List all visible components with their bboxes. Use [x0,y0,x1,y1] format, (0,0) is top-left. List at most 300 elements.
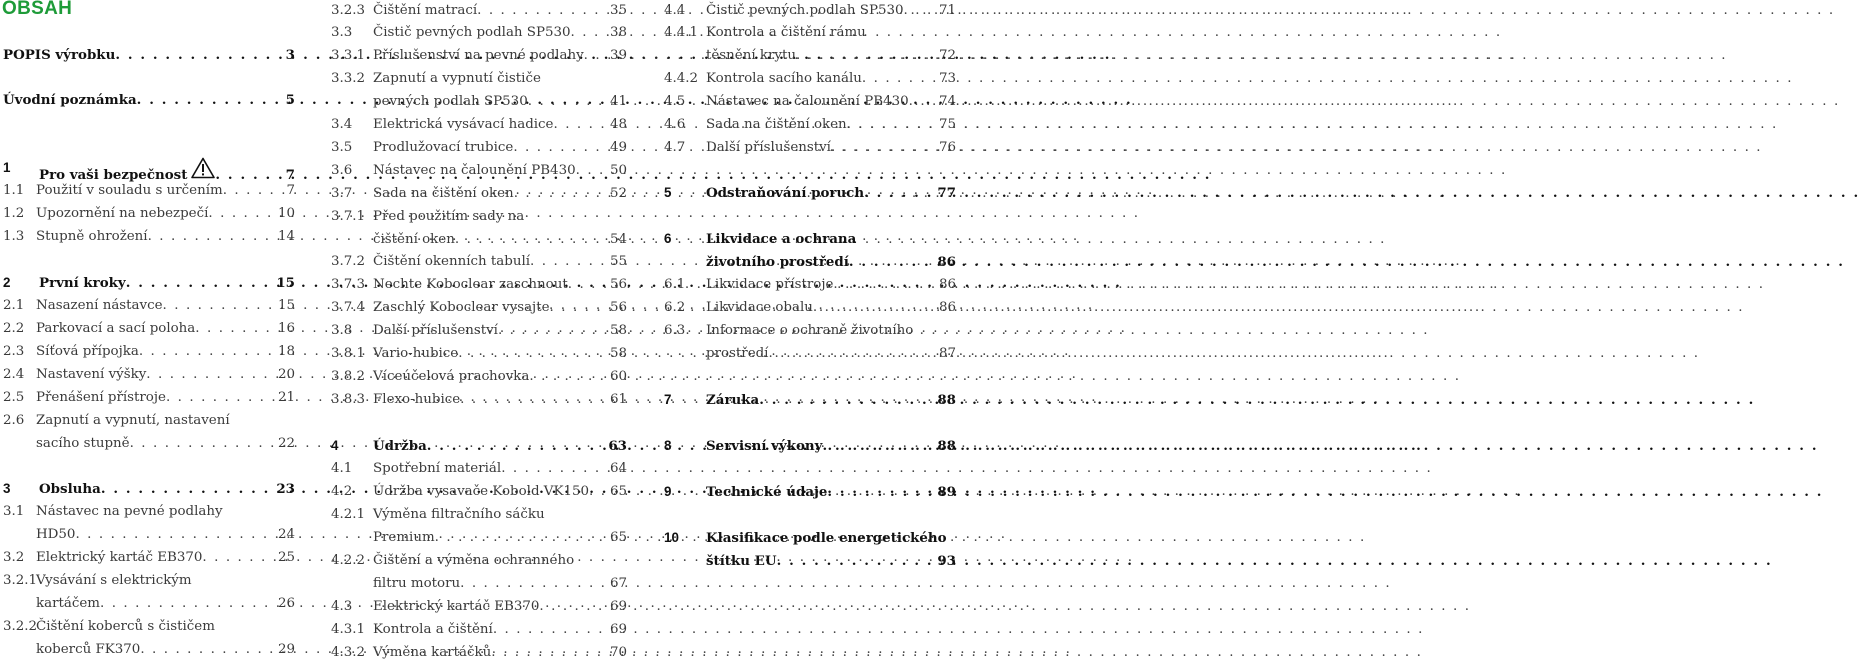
toc-entry[interactable] [331,366,627,388]
toc-entry[interactable] [331,206,627,251]
toc-entry-number: 4.6 [664,117,686,132]
toc-entry[interactable] [664,0,956,22]
toc-entry-line [3,318,295,340]
toc-entry-title: Prodlužovací trubice [373,140,514,155]
toc-entry-line [3,478,295,500]
toc-entry-page: 7 [286,183,295,198]
toc-entry-line [664,182,956,204]
leader-dots [458,343,609,365]
toc-entry[interactable] [3,478,295,500]
toc-entry-number: 2.6 [3,413,25,428]
toc-entry-page: 49 [609,140,627,155]
toc-entry-number: 2.3 [3,344,25,359]
toc-entry-page: 74 [938,94,956,109]
toc-entry-title: POPIS výrobku [3,47,116,63]
toc-entry[interactable] [664,320,956,365]
toc-entry-title: Nástavec na čalounění PB430 [373,163,576,178]
toc-entry-number: 3.3.1 [331,48,366,63]
toc-entry-title: Zapnutí a vypnutí čističe [373,71,541,86]
toc-entry-number: 3.5 [331,140,353,155]
toc-entry-line [331,596,627,618]
toc-entry[interactable] [664,22,956,67]
toc-entry[interactable] [3,570,295,615]
toc-entry-page: 55 [609,254,627,269]
toc-entry[interactable] [331,389,627,411]
toc-entry-page: 88 [937,392,956,408]
leader-dots [501,458,609,480]
toc-entry-title: Sada na čištění oken [706,117,847,132]
leader-dots [202,547,277,569]
toc-entry-page: 56 [609,300,627,315]
toc-entry[interactable] [331,68,627,113]
toc-entry[interactable] [3,89,295,111]
toc-entry[interactable] [331,297,627,319]
toc-entry-number: 6.3 [664,323,686,338]
toc-entry[interactable] [3,318,295,340]
toc-entry-page: 24 [277,527,295,542]
toc-entry-title: štítku EU [706,553,777,569]
toc-entry-page: 88 [937,438,956,454]
toc-entry-number: 6.1 [664,277,686,292]
toc-entry-line [3,341,295,363]
toc-entry-title: Nástavec na čalounění PB430 [706,94,909,109]
toc-entry-title: sacího stupně [36,436,130,451]
toc-entry[interactable] [331,435,627,457]
toc-entry-page: 29 [277,642,295,657]
leader-dots [100,593,277,615]
leader-dots [148,226,277,248]
leader-dots [847,114,938,136]
toc-entry-number: 1 [3,160,11,175]
leader-dots [166,387,277,409]
toc-entry-line [664,343,956,365]
leader-dots [777,550,937,572]
leader-dots [195,318,277,340]
toc-entry-page: 58 [609,323,627,338]
toc-entry-page: 16 [277,321,295,336]
toc-entry-line [331,183,627,205]
toc-entry-page: 5 [285,92,295,108]
toc-entry-number: 3.1 [3,504,25,519]
leader-dots [831,137,938,159]
toc-entry-line [3,226,295,248]
toc-entry-number: 3.7.3 [331,277,366,292]
leader-dots [514,183,609,205]
warning-icon [191,157,215,179]
toc-entry-line [664,297,956,319]
toc-entry-title: Před použitím sady na [373,209,525,224]
leader-dots [849,251,937,273]
leader-dots [768,343,937,365]
toc-entry-line [664,228,956,250]
toc-entry-title: životního prostředí [706,254,849,270]
toc-entry-page: 65 [609,484,627,499]
toc-entry-title: prostředí [706,346,769,361]
toc-entry-title: Klasifikace podle energetického [706,530,947,546]
toc-entry-page: 7 [285,167,295,183]
toc-entry-page: 72 [938,48,956,63]
toc-entry-line [3,570,295,592]
toc-entry-page: 86 [938,277,956,292]
toc-entry-page: 20 [277,367,295,382]
toc-entry[interactable] [331,596,627,618]
toc-entry-line [331,160,627,182]
toc-entry[interactable] [331,550,627,595]
toc-entry-title: Nechte Koboclear zaschnout [373,277,568,292]
toc-entry-line [664,91,956,113]
toc-entry[interactable] [664,389,956,411]
toc-entry-title: Sada na čištění oken [373,186,514,201]
leader-dots [126,272,276,294]
toc-entry[interactable] [3,616,295,661]
leader-dots [813,297,938,319]
toc-entry-title: Použití v souladu s určením [36,183,223,198]
leader-dots [571,22,609,44]
toc-entry[interactable] [664,435,956,457]
leader-dots [115,44,284,66]
toc-entry[interactable] [331,274,627,296]
toc-entry-title: Kontrola sacího kanálu [706,71,862,86]
toc-entry-page: 15 [277,298,295,313]
toc-entry-page: 58 [609,346,627,361]
toc-entry-title: Technické údaje [706,484,828,500]
toc-entry-title: Nástavec na pevné podlahy [36,504,223,519]
toc-entry-number: 1.1 [3,183,25,198]
toc-entry-page: 73 [938,71,956,86]
leader-dots [822,435,936,457]
toc-entry-line [3,272,295,294]
toc-entry-number: 3.7.1 [331,209,366,224]
toc-entry-number: 3.8.3 [331,392,366,407]
toc-entry-page: 75 [938,117,956,132]
leader-dots [909,91,938,113]
toc-entry-line [331,114,627,136]
toc-entry-title: Kontrola a čištění rámu [706,25,866,40]
toc-entry-line [664,435,956,457]
toc-entry-line [331,343,627,365]
toc-entry-number: 2.4 [3,367,25,382]
toc-entry-page: 69 [609,622,627,637]
toc-entry[interactable] [3,410,295,455]
toc-entry-number: 4.2 [331,484,353,499]
toc-entry[interactable] [664,274,956,296]
toc-entry-line [331,366,627,388]
toc-entry[interactable] [664,481,956,503]
toc-entry[interactable] [3,180,295,202]
toc-entry-number: 3.6 [331,163,353,178]
toc-entry[interactable] [3,226,295,248]
toc-entry-line [3,89,295,111]
toc-entry-line [3,593,295,615]
toc-entry-page: 14 [277,229,295,244]
leader-dots [576,160,609,182]
toc-entry-page: 67 [609,576,627,591]
toc-entry-title: Síťová přípojka [36,344,139,359]
toc-entry-line [331,504,627,526]
toc-entry-page: 23 [276,481,295,497]
leader-dots [491,642,609,664]
toc-entry-line [331,481,627,503]
toc-entry-line [3,44,295,66]
toc-entry-line [664,45,956,67]
toc-entry-title: Čištění koberců s čističem [36,619,215,634]
toc-entry[interactable] [3,387,295,409]
toc-entry-title: Úvodní poznámka [3,92,137,108]
toc-entry[interactable] [664,91,956,113]
toc-entry-page: 3 [285,47,295,63]
toc-entry-page: 61 [609,392,627,407]
toc-entry[interactable] [664,228,956,273]
toc-entry-title: Parkovací a sací poloha [36,321,196,336]
toc-entry-number: 3.2.1 [3,573,38,588]
toc-entry[interactable] [331,114,627,136]
toc-entry-page: 22 [277,436,295,451]
toc-entry-line [3,616,295,638]
leader-dots [163,295,277,317]
toc-entry-line [331,458,627,480]
toc-entry[interactable] [331,45,627,67]
toc-entry[interactable] [3,44,295,66]
toc-entry-number: 3.7 [331,186,353,201]
toc-entry-number: 5 [664,185,672,200]
toc-entry-number: 3.2.3 [331,3,366,18]
toc-entry-title: Další příslušenství [706,140,831,155]
toc-entry-page: 70 [609,645,627,660]
toc-entry[interactable] [3,272,295,294]
toc-entry-line [331,573,627,595]
toc-entry-number: 2.1 [3,298,25,313]
toc-entry-page: 69 [609,599,627,614]
toc-entry-number: 6 [664,231,672,246]
toc-entry-number: 3.8.2 [331,369,366,384]
toc-entry-title: Čištění matrací [373,3,478,18]
leader-dots [477,0,609,22]
toc-entry-page: 89 [937,484,956,500]
toc-entry-line [3,639,295,661]
leader-dots [529,366,609,388]
toc-entry-line [664,274,956,296]
toc-entry-number: 4.4.2 [664,71,699,86]
toc-entry-number: 4.3.1 [331,622,366,637]
toc-entry[interactable] [331,183,627,205]
toc-entry-number: 3.4 [331,117,353,132]
toc-entry-number: 2.5 [3,390,25,405]
leader-dots [584,45,609,67]
toc-entry-title: Výměna kartáčků [373,645,492,660]
toc-entry-line [331,274,627,296]
leader-dots [223,180,286,202]
toc-entry[interactable] [3,157,295,183]
toc-entry-line [3,295,295,317]
toc-entry[interactable] [331,343,627,365]
toc-entry-title: Upozornění na nebezpečí [36,206,209,221]
toc-entry-number: 1.3 [3,229,25,244]
toc-entry-page: 39 [609,48,627,63]
toc-entry-title: Údržba [373,438,427,454]
leader-dots [904,0,938,22]
toc-entry-title: Odstraňování poruch [706,185,865,201]
toc-entry-title: Přenášení přístroje [36,390,166,405]
leader-dots [493,619,609,641]
toc-entry[interactable] [3,203,295,225]
toc-entry-number: 4.2.2 [331,553,366,568]
toc-entry-title: Likvidace přístroje [706,277,834,292]
toc-entry-line [331,527,627,549]
leader-dots [759,389,936,411]
toc-heading: OBSAH [2,0,73,19]
toc-entry-title: HD50 [36,527,76,542]
leader-dots [139,341,277,363]
toc-entry-line [331,137,627,159]
leader-dots [137,89,285,111]
toc-entry-line [664,320,956,342]
toc-entry-number: 4.4.1 [664,25,699,40]
toc-entry-title: čištění oken [373,232,455,247]
toc-entry[interactable] [331,619,627,641]
toc-entry[interactable] [664,114,956,136]
toc-entry-page: 35 [609,3,627,18]
toc-entry-title: Záruka [706,392,760,408]
toc-entry-line [331,550,627,572]
toc-entry-title: Spotřební materiál [373,461,502,476]
toc-entry-line [664,114,956,136]
toc-entry-line [331,229,627,251]
toc-entry-number: 4.7 [664,140,686,155]
leader-dots [864,182,936,204]
toc-entry-page: 64 [609,461,627,476]
toc-entry-number: 2 [3,275,11,290]
toc-entry-line [3,387,295,409]
toc-entry-title: Vario-hubice [373,346,459,361]
toc-entry-number: 4.4 [664,3,686,18]
leader-dots [460,573,609,595]
toc-entry-number: 3.3 [331,25,353,40]
toc-entry-title: Zaschlý Koboclear vysajte [373,300,550,315]
toc-entry-page: 48 [609,117,627,132]
toc-entry-number: 4 [331,438,339,453]
leader-dots [513,137,609,159]
toc-entry[interactable] [331,251,627,273]
leader-dots [146,364,277,386]
toc-entry-title: koberců FK370 [36,642,141,657]
toc-entry-page: 26 [277,596,295,611]
toc-entry-number: 4.1 [331,461,353,476]
toc-entry-line [3,180,295,202]
leader-dots [208,203,277,225]
toc-entry-title: Nasazení nástavce [36,298,163,313]
toc-entry-number: 3.3.2 [331,71,366,86]
toc-entry-title: Elektrický kartáč EB370 [36,550,203,565]
toc-entry-page: 54 [609,232,627,247]
toc-entry[interactable] [331,0,627,22]
toc-entry-line [664,22,956,44]
toc-entry-line [664,527,956,549]
toc-entry-number: 2.2 [3,321,25,336]
toc-entry-number: 3 [3,481,11,496]
toc-entry[interactable] [664,137,956,159]
toc-entry-number: 7 [664,392,672,407]
toc-entry[interactable] [3,364,295,386]
toc-entry-title: kartáčem [36,596,100,611]
toc-entry-line [664,137,956,159]
toc-entry-title: Čistič pevných podlah SP530 [706,3,904,18]
toc-entry-line [331,642,627,664]
toc-entry-title: Elektrický kartáč EB370 [373,599,540,614]
toc-entry-number: 4.5 [664,94,686,109]
toc-entry-title: Výměna filtračního sáčku [373,507,545,522]
toc-entry[interactable] [331,22,627,44]
leader-dots [75,524,277,546]
toc-entry[interactable] [664,527,956,572]
toc-entry[interactable] [3,547,295,569]
leader-dots [862,68,938,90]
toc-entry[interactable] [331,160,627,182]
toc-entry[interactable] [331,504,627,549]
toc-entry-line [331,297,627,319]
leader-dots [796,45,938,67]
toc-entry-page: 21 [277,390,295,405]
toc-entry[interactable] [664,182,956,204]
toc-entry-title: pevných podlah SP530 [373,94,528,109]
toc-entry-title: Příslušenství na pevné podlahy [373,48,584,63]
toc-entry-line [331,0,627,22]
toc-entry-number: 3.2 [3,550,25,565]
toc-entry[interactable] [3,501,295,546]
toc-entry[interactable] [664,68,956,90]
toc-entry[interactable] [331,458,627,480]
toc-entry-title: Servisní výkony [706,438,823,454]
leader-dots [827,481,936,503]
toc-entry-number: 4.3.2 [331,645,366,660]
toc-entry-title: Informace o ochraně životního [706,323,914,338]
toc-entry-line [3,433,295,455]
toc-entry-title: Elektrická vysávací hadice [373,117,554,132]
toc-entry-line [331,68,627,90]
toc-entry[interactable] [3,295,295,317]
toc-entry-title: Pro vaši bezpečnost [39,167,188,183]
toc-entry-line [331,22,627,44]
toc-entry-title: Čištění a výměna ochranného [373,553,575,568]
toc-entry[interactable] [331,642,627,664]
toc-entry[interactable] [331,137,627,159]
toc-entry-line [664,481,956,503]
toc-entry-number: 6.2 [664,300,686,315]
leader-dots [550,297,609,319]
toc-entry-number: 9 [664,484,672,499]
leader-dots [427,435,608,457]
toc-entry-page: 76 [938,140,956,155]
toc-entry-line [331,619,627,641]
toc-entry-line [664,389,956,411]
toc-entry[interactable] [331,320,627,342]
toc-entry-line [3,524,295,546]
toc-entry-page: 63 [608,438,627,454]
toc-entry-title: Nastavení výšky [36,367,147,382]
toc-entry-page: 65 [609,530,627,545]
toc-entry-number: 3.8.1 [331,346,366,361]
toc-entry-number: 4.3 [331,599,353,614]
toc-entry[interactable] [664,297,956,319]
toc-entry-page: 56 [609,277,627,292]
toc-entry[interactable] [331,481,627,503]
toc-entry-number: 3.2.2 [3,619,38,634]
toc-entry-title: těsnění krytu [706,48,796,63]
toc-entry[interactable] [3,341,295,363]
toc-entry-title: Flexo-hubice [373,392,461,407]
leader-dots [589,481,609,503]
toc-entry-title: První kroky [39,275,126,291]
toc-entry-number: 1.2 [3,206,25,221]
